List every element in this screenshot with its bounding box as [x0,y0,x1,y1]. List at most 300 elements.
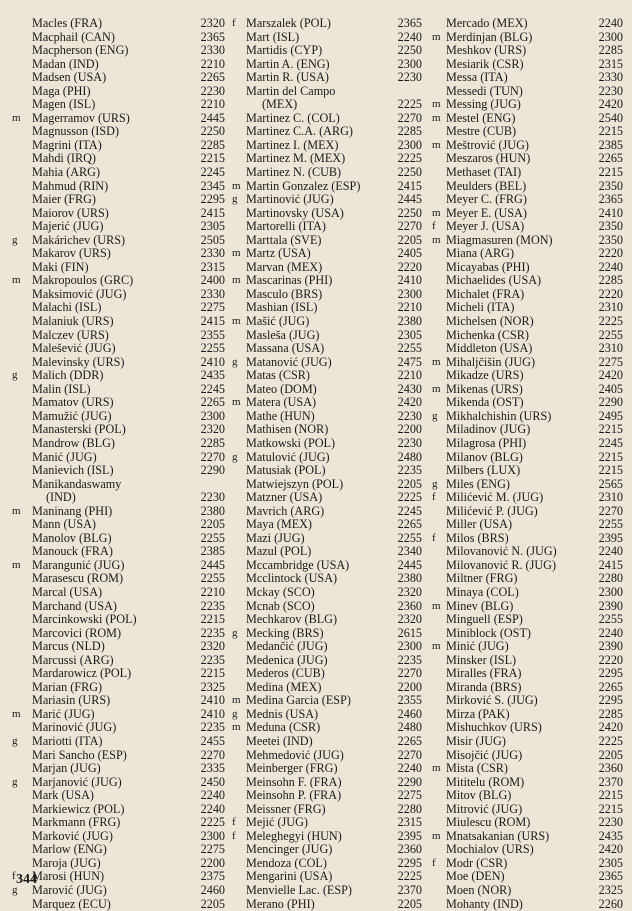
player-entry [232,288,422,302]
column-3 [432,17,623,911]
player-name: Mencinger (JUG) [246,842,333,857]
player-name: Mamatov (URS) [32,395,114,410]
player-rating: 2365 [598,869,623,884]
title-mark: g [232,707,238,720]
player-name: Milićević P. (JUG) [446,503,538,518]
player-entry [232,694,422,708]
player-name: Mengarini (USA) [246,869,333,884]
player-name: Messing (JUG) [446,97,521,112]
player-entry [432,329,623,343]
player-entry [432,410,623,424]
player-name: Mestel (ENG) [446,110,516,125]
player-entry [232,451,422,465]
column-1 [12,17,225,911]
player-entry [232,708,422,722]
player-entry [232,884,422,898]
player-entry [432,234,623,248]
player-entry [232,274,422,288]
player-name: Mahdi (IRQ) [32,151,96,166]
player-name: Magerramov (URS) [32,110,130,125]
player-rating: 2250 [397,43,422,58]
player-name: Milovanović N. (JUG) [446,544,557,559]
player-name: Matkowski (POL) [246,435,336,450]
player-rating: 2270 [598,503,623,518]
player-rating: 2420 [598,720,623,735]
player-name: Michelsen (NOR) [446,314,534,329]
player-rating: 2225 [397,869,422,884]
player-entry [232,220,422,234]
player-rating: 2405 [397,246,422,261]
player-entry [12,410,225,424]
player-name: Milićević M. (JUG) [446,490,544,505]
player-entry [12,789,225,803]
player-rating: 2270 [200,747,225,762]
player-entry [432,681,623,695]
player-name: Mititelu (ROM) [446,774,525,789]
player-entry [12,559,225,573]
player-entry [232,667,422,681]
player-rating: 2330 [200,286,225,301]
player-name: Matanović (JUG) [246,354,332,369]
player-rating: 2295 [397,855,422,870]
title-mark: m [432,599,441,612]
player-name: Mathisen (NOR) [246,422,329,437]
player-entry [432,17,623,31]
player-entry [12,437,225,451]
player-name: Mascarinas (PHI) [246,273,333,288]
player-rating: 2390 [598,639,623,654]
player-rating: 2415 [200,205,225,220]
player-entry [432,667,623,681]
title-mark: g [12,884,18,896]
player-entry [232,545,422,559]
player-rating: 2290 [200,463,225,478]
player-rating: 2350 [598,219,623,234]
player-name: Massana (USA) [246,341,325,356]
player-name: Mohanty (IND) [446,896,523,911]
player-name: Marosi (HUN) [32,869,105,884]
player-name: Mikhalchishin (URS) [446,408,552,423]
player-name: Maya (MEX) [246,517,312,532]
player-rating: 2240 [598,625,623,640]
player-entry [232,315,422,329]
player-name: Makarov (URS) [32,246,111,261]
player-name: Mann (USA) [32,517,96,532]
title-mark: m [432,762,441,775]
player-name: Mazi (JUG) [246,530,305,545]
player-entry [432,369,623,383]
player-rating: 2415 [598,557,623,572]
player-name: Meyer C. (FRG) [446,192,527,207]
player-rating: 2265 [598,679,623,694]
player-name: Marcinkowski (POL) [32,612,137,627]
player-rating: 2215 [598,165,623,180]
player-name: Matera (USA) [246,395,317,410]
player-rating: 2200 [200,855,225,870]
player-entry [232,762,422,776]
player-rating: 2205 [397,476,422,491]
player-name: Marquez (ECU) [32,896,111,911]
player-entry [432,816,623,830]
player-entry [232,396,422,410]
player-entry [232,776,422,790]
player-entry [232,505,422,519]
player-name: Milanov (BLG) [446,449,523,464]
player-rating: 2315 [200,259,225,274]
player-entry [232,843,422,857]
player-rating: 2540 [598,110,623,125]
player-entry [12,532,225,546]
player-rating: 2275 [598,354,623,369]
player-name: Mendoza (COL) [246,855,327,870]
player-name: Micheli (ITA) [446,300,515,315]
player-name: Manievich (ISL) [32,463,114,478]
player-rating: 2310 [598,300,623,315]
player-rating: 2360 [397,842,422,857]
player-entry [432,58,623,72]
player-rating: 2200 [397,422,422,437]
player-entry [12,776,225,790]
player-entry [432,301,623,315]
player-rating: 2480 [397,720,422,735]
player-entry [12,166,225,180]
player-entry [12,17,225,31]
player-rating: 2255 [200,341,225,356]
player-name: Mejić (JUG) [246,815,308,830]
player-name: Marcussi (ARG) [32,652,114,667]
player-rating: 2320 [397,584,422,599]
player-rating: 2215 [598,422,623,437]
player-entry [232,85,422,99]
player-rating: 2225 [200,815,225,830]
player-name: Mateo (DOM) [246,381,317,396]
player-rating: 2265 [397,517,422,532]
player-entry [12,112,225,126]
player-entry [232,44,422,58]
player-rating: 2565 [598,476,623,491]
player-rating: 2280 [598,571,623,586]
player-entry [232,721,422,735]
player-rating: 2460 [397,706,422,721]
player-rating: 2445 [397,557,422,572]
player-rating: 2295 [598,666,623,681]
player-entry [12,681,225,695]
player-entry [232,627,422,641]
player-name: Marszalek (POL) [246,16,331,30]
player-rating: 2305 [397,327,422,342]
player-rating: 2420 [598,97,623,112]
player-rating: 2400 [200,273,225,288]
player-name: Magen (ISL) [32,97,96,112]
player-entry [432,193,623,207]
title-mark: m [232,694,241,707]
player-entry [432,749,623,763]
player-entry [12,356,225,370]
player-rating: 2300 [598,584,623,599]
player-name: Mitrović (JUG) [446,801,523,816]
player-entry [12,870,225,884]
player-rating: 2320 [397,612,422,627]
player-name: Misir (JUG) [446,733,506,748]
player-entry [232,681,422,695]
player-name: Medančić (JUG) [246,639,328,654]
player-name: Milos (BRS) [446,530,509,545]
player-rating: 2240 [598,544,623,559]
player-rating: 2270 [397,666,422,681]
player-rating: 2360 [397,598,422,613]
player-rating: 2305 [200,219,225,234]
player-name: Matusiak (POL) [246,463,326,478]
player-rating: 2225 [397,151,422,166]
player-name: Malevinsky (URS) [32,354,125,369]
player-name: Mirković S. (JUG) [446,693,538,708]
player-entry [232,342,422,356]
player-rating: 2240 [200,801,225,816]
player-name: Middleton (USA) [446,341,533,356]
player-entry [232,640,422,654]
player-name: Markiewicz (POL) [32,801,125,816]
player-rating: 2205 [200,896,225,911]
player-name: Malachi (ISL) [32,300,102,315]
player-entry [232,532,422,546]
player-rating: 2210 [397,300,422,315]
player-rating: 2330 [598,70,623,85]
player-rating: 2380 [200,503,225,518]
player-name: Maninang (PHI) [32,503,113,518]
player-rating: 2245 [200,381,225,396]
player-rating: 2320 [200,422,225,437]
player-entry [432,44,623,58]
player-rating: 2245 [200,165,225,180]
player-entry [232,139,422,153]
player-rating: 2385 [200,544,225,559]
player-entry [232,71,422,85]
player-rating: 2325 [598,883,623,897]
player-entry [432,220,623,234]
player-name: Marcus (NLD) [32,639,105,654]
player-name: Mederos (CUB) [246,666,325,681]
player-entry [432,451,623,465]
player-name: Mathe (HUN) [246,408,315,423]
player-entry [432,803,623,817]
player-entry [432,396,623,410]
player-entry [12,721,225,735]
player-rating: 2230 [397,435,422,450]
player-name: Maier (FRG) [32,192,96,207]
player-name: Martin A. (ENG) [246,56,330,71]
player-rating: 2380 [397,314,422,329]
title-mark: m [12,504,21,517]
player-entry [12,749,225,763]
player-rating: 2480 [397,449,422,464]
player-rating: 2220 [598,286,623,301]
player-entry [432,437,623,451]
player-name: Magrini (ITA) [32,137,102,152]
player-name: Micayabas (PHI) [446,259,530,274]
player-entry [432,843,623,857]
player-rating: 2315 [598,56,623,71]
player-name: Mehmedović (JUG) [246,747,344,762]
player-entry [432,112,623,126]
player-rating: 2295 [200,192,225,207]
player-rating: 2335 [200,761,225,776]
title-mark: g [232,450,238,463]
player-entry [432,342,623,356]
player-rating: 2220 [397,259,422,274]
player-rating: 2300 [397,286,422,301]
player-name: Milbers (LUX) [446,463,521,478]
player-entry [232,301,422,315]
player-rating: 2225 [397,490,422,505]
player-name: Meyer J. (USA) [446,219,525,234]
player-name: Marasescu (ROM) [32,571,124,586]
player-name: Matulović (JUG) [246,449,330,464]
player-rating: 2325 [200,679,225,694]
player-entry [432,735,623,749]
player-name: Martinovsky (USA) [246,205,344,220]
player-rating: 2205 [397,232,422,247]
player-entry [12,627,225,641]
player-rating: 2255 [200,530,225,545]
player-rating: 2215 [200,612,225,627]
player-name: Martin R. (USA) [246,70,329,85]
player-entry [432,478,623,492]
player-name: Merdinjan (BLG) [446,29,533,44]
player-entry [432,423,623,437]
player-name: Mart (ISL) [246,29,300,44]
player-entry [232,437,422,451]
player-name: Moe (DEN) [446,869,505,884]
player-name: Marović (JUG) [32,883,107,897]
player-entry [12,735,225,749]
player-entry [432,721,623,735]
title-mark: m [12,274,21,287]
player-entry [232,152,422,166]
player-rating: 2350 [598,178,623,193]
player-rating: 2265 [200,395,225,410]
player-name: Meetei (IND) [246,733,313,748]
player-name: Milovanović R. (JUG) [446,557,557,572]
player-rating: 2300 [397,639,422,654]
player-name: Mnatsakanian (URS) [446,828,550,843]
player-rating: 2245 [598,435,623,450]
player-name: Messedi (TUN) [446,83,523,98]
title-mark: m [232,179,241,192]
player-entry [12,220,225,234]
player-name: Madsen (USA) [32,70,107,85]
player-name: Marcal (USA) [32,584,103,599]
player-rating: 2275 [397,788,422,803]
player-rating: 2240 [397,29,422,44]
player-rating: 2270 [397,747,422,762]
title-mark: g [232,193,238,206]
player-rating: 2505 [200,232,225,247]
player-name: Minguell (ESP) [446,612,523,627]
player-rating: 2445 [397,192,422,207]
player-name: Michalet (FRA) [446,286,525,301]
player-name: Meulders (BEL) [446,178,527,193]
title-mark: g [232,355,238,368]
player-rating: 2305 [598,855,623,870]
player-rating: 2230 [598,815,623,830]
player-rating: 2495 [598,408,623,423]
player-name: Mamužić (JUG) [32,408,112,423]
player-entry [432,152,623,166]
player-name: Mardarowicz (POL) [32,666,132,681]
title-mark: g [12,775,18,788]
player-rating: 2285 [598,43,623,58]
player-name: Medina Garcia (ESP) [246,693,351,708]
player-rating: 2445 [200,110,225,125]
player-entry [12,491,225,505]
title-mark: m [432,640,441,653]
title-mark: m [12,558,21,571]
player-rating: 2330 [200,43,225,58]
player-entry [12,654,225,668]
player-rating: 2410 [200,706,225,721]
player-entry [232,180,422,194]
player-rating: 2300 [598,29,623,44]
player-entry [232,478,422,492]
player-rating: 2455 [200,733,225,748]
player-rating: 2235 [397,652,422,667]
player-name: Mochialov (URS) [446,842,534,857]
player-entry [232,613,422,627]
player-rating: 2230 [200,83,225,98]
player-entry [12,383,225,397]
player-rating: 2235 [397,463,422,478]
title-mark: g [232,626,238,639]
player-entry [232,870,422,884]
player-rating: 2310 [598,341,623,356]
player-rating: 2270 [397,219,422,234]
player-name: Martz (USA) [246,246,311,261]
player-name: Marinović (JUG) [32,720,117,735]
player-entry [232,125,422,139]
player-rating: 2240 [397,761,422,776]
player-name: Maki (FIN) [32,259,89,274]
player-name: Medina (MEX) [246,679,322,694]
player-entry [432,518,623,532]
player-rating: 2370 [397,883,422,897]
player-entry [432,71,623,85]
player-name: Martidis (CYP) [246,43,323,58]
player-entry [12,586,225,600]
player-entry [432,532,623,546]
player-entry [12,125,225,139]
player-name: Martinović (JUG) [246,192,334,207]
player-name: Mari Sancho (ESP) [32,747,127,762]
player-entry [232,423,422,437]
player-entry [432,762,623,776]
player-rating: 2275 [200,300,225,315]
player-rating: 2265 [397,733,422,748]
player-entry [12,423,225,437]
player-name: Minaya (COL) [446,584,519,599]
player-rating: 2230 [397,70,422,85]
player-name: Mavrich (ARG) [246,503,325,518]
player-name: Milagrosa (PHI) [446,435,527,450]
player-name: Manić (JUG) [32,449,97,464]
player-name: Mariotti (ITA) [32,733,103,748]
player-name: Maiorov (URS) [32,205,109,220]
title-mark: m [432,30,441,43]
player-name: Mikadze (URS) [446,368,524,383]
player-name: Martorelli (ITA) [246,219,326,234]
player-entry [232,830,422,844]
player-name: Mašić (JUG) [246,314,310,329]
player-entry [232,356,422,370]
